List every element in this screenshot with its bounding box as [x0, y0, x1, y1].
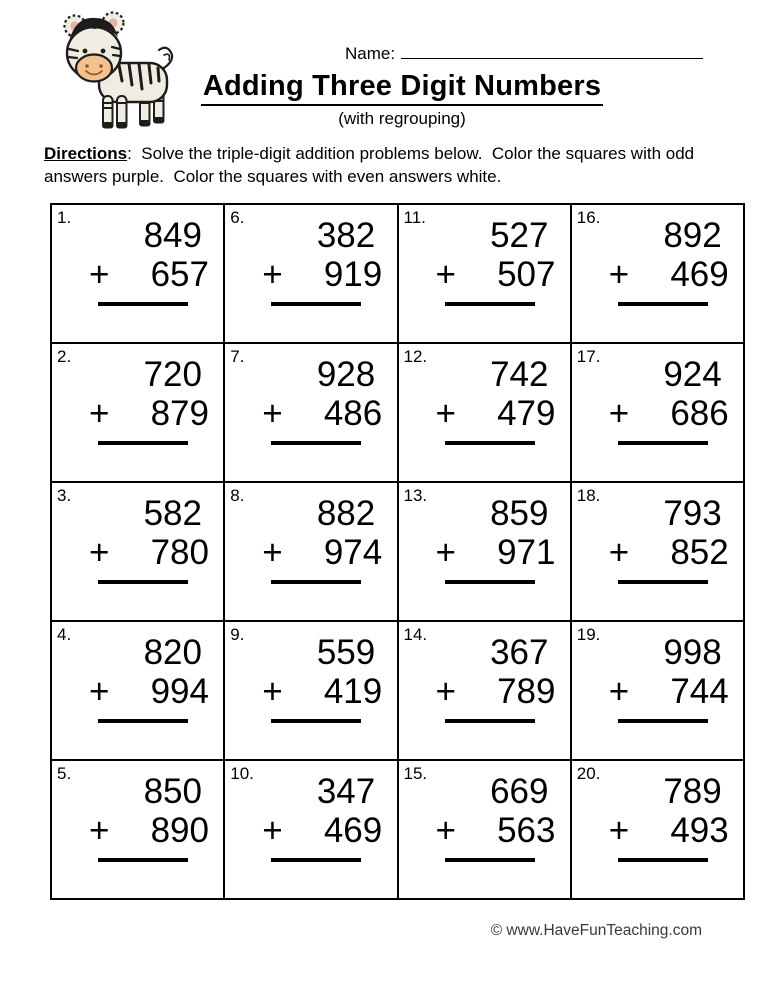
plus-icon: + — [608, 811, 630, 851]
problem-cell-5 — [52, 761, 225, 900]
problem-number: 9. — [230, 625, 245, 644]
answer-line — [271, 302, 361, 306]
plus-icon: + — [435, 255, 456, 295]
addend-bottom: 419 — [323, 672, 383, 712]
plus-icon: + — [435, 672, 456, 712]
plus-icon: + — [435, 394, 456, 434]
problem-number: 20. — [576, 764, 601, 783]
addend-top: 924 — [663, 355, 722, 394]
addition-problem — [433, 216, 563, 306]
answer-line — [271, 580, 361, 584]
problem-number: 11. — [403, 208, 426, 227]
answer-line — [618, 441, 708, 445]
addend-top: 347 — [316, 772, 376, 811]
plus-icon: + — [435, 811, 456, 851]
addend-bottom: 852 — [670, 533, 729, 573]
problem-number: 10. — [230, 764, 254, 783]
addition-problem — [86, 494, 216, 584]
answer-line — [445, 580, 535, 584]
addition-problem — [433, 772, 563, 862]
name-blank-line — [401, 44, 703, 59]
addition-problem — [86, 772, 216, 862]
header — [0, 70, 772, 129]
problem-cell-14 — [399, 622, 572, 761]
problem-cell-19 — [572, 622, 745, 761]
addend-top: 789 — [663, 772, 722, 811]
addend-bottom: 657 — [150, 255, 209, 295]
page-subtitle: (with regrouping) — [338, 109, 466, 128]
addend-bottom: 994 — [150, 672, 209, 712]
problem-number: 12. — [403, 347, 428, 366]
problem-number: 19. — [576, 625, 601, 644]
problem-number: 15. — [403, 764, 428, 783]
addend-bottom: 493 — [670, 811, 729, 851]
addend-bottom: 469 — [670, 255, 729, 295]
plus-icon: + — [262, 533, 283, 573]
addition-problem — [606, 216, 736, 306]
problem-number: 6. — [230, 208, 245, 227]
problem-number: 4. — [57, 625, 72, 644]
plus-icon: + — [89, 811, 110, 851]
answer-line — [98, 441, 188, 445]
problems-grid — [50, 203, 745, 900]
problem-number: 2. — [57, 347, 72, 366]
addend-top: 669 — [490, 772, 549, 811]
answer-line — [618, 719, 708, 723]
problem-number: 16. — [576, 208, 601, 227]
problem-cell-12 — [399, 344, 572, 483]
problem-cell-13 — [399, 483, 572, 622]
answer-line — [98, 858, 188, 862]
addition-problem — [86, 633, 216, 723]
addition-problem — [433, 355, 563, 445]
addend-bottom: 507 — [497, 255, 556, 295]
addition-problem — [433, 494, 563, 584]
addition-problem — [606, 772, 736, 862]
problem-number: 14. — [403, 625, 428, 644]
addition-problem — [86, 216, 216, 306]
addend-bottom: 563 — [497, 811, 556, 851]
problem-cell-16 — [572, 205, 745, 344]
problem-cell-20 — [572, 761, 745, 900]
answer-line — [271, 858, 361, 862]
problem-number: 8. — [230, 486, 245, 505]
answer-line — [445, 858, 535, 862]
problem-number: 17. — [576, 347, 601, 366]
addend-top: 928 — [316, 355, 376, 394]
plus-icon: + — [608, 394, 630, 434]
plus-icon: + — [89, 255, 110, 295]
addend-bottom: 686 — [670, 394, 729, 434]
addend-top: 849 — [143, 216, 202, 255]
addend-top: 882 — [316, 494, 376, 533]
answer-line — [98, 719, 188, 723]
plus-icon: + — [262, 255, 283, 295]
problem-number: 18. — [576, 486, 601, 505]
answer-line — [271, 719, 361, 723]
addend-bottom: 919 — [323, 255, 383, 295]
addition-problem — [259, 494, 389, 584]
page-title: Adding Three Digit Numbers — [201, 70, 603, 106]
addend-bottom: 744 — [670, 672, 729, 712]
name-label: Name: — [345, 44, 396, 63]
addend-top: 859 — [490, 494, 549, 533]
addend-bottom: 479 — [497, 394, 556, 434]
directions-text: : Solve the triple-digit addition problems below. Color the squares with odd answers purple. Color the squares with even answers white. — [44, 144, 699, 186]
plus-icon: + — [262, 811, 283, 851]
addition-problem — [606, 633, 736, 723]
addend-top: 742 — [490, 355, 549, 394]
answer-line — [445, 719, 535, 723]
plus-icon: + — [608, 255, 630, 295]
addend-top: 998 — [663, 633, 722, 672]
plus-icon: + — [435, 533, 456, 573]
addend-bottom: 469 — [323, 811, 383, 851]
problem-cell-11 — [399, 205, 572, 344]
answer-line — [271, 441, 361, 445]
answer-line — [445, 441, 535, 445]
problem-cell-18 — [572, 483, 745, 622]
addition-problem — [433, 633, 563, 723]
addend-top: 793 — [663, 494, 722, 533]
plus-icon: + — [262, 672, 283, 712]
addend-top: 820 — [143, 633, 202, 672]
plus-icon: + — [89, 672, 110, 712]
plus-icon: + — [608, 533, 630, 573]
addend-bottom: 974 — [323, 533, 383, 573]
directions-label: Directions — [44, 144, 128, 163]
addend-bottom: 890 — [150, 811, 209, 851]
answer-line — [98, 302, 188, 306]
problem-cell-17 — [572, 344, 745, 483]
plus-icon: + — [608, 672, 630, 712]
plus-icon: + — [262, 394, 283, 434]
addend-bottom: 789 — [497, 672, 556, 712]
problem-cell-6 — [225, 205, 398, 344]
addition-problem — [606, 494, 736, 584]
addend-top: 582 — [143, 494, 202, 533]
problem-number: 7. — [230, 347, 245, 366]
addition-problem — [86, 355, 216, 445]
addend-top: 720 — [143, 355, 202, 394]
problem-cell-8 — [225, 483, 398, 622]
answer-line — [618, 302, 708, 306]
addend-bottom: 486 — [323, 394, 383, 434]
problem-cell-1 — [52, 205, 225, 344]
problem-cell-9 — [225, 622, 398, 761]
problem-cell-10 — [225, 761, 398, 900]
answer-line — [445, 302, 535, 306]
addend-top: 367 — [490, 633, 549, 672]
copyright-text: © www.HaveFunTeaching.com — [490, 922, 702, 939]
problem-number: 3. — [57, 486, 72, 505]
problem-cell-15 — [399, 761, 572, 900]
problem-cell-3 — [52, 483, 225, 622]
addend-top: 382 — [316, 216, 376, 255]
addend-top: 559 — [316, 633, 376, 672]
addend-top: 527 — [490, 216, 549, 255]
problem-cell-2 — [52, 344, 225, 483]
addition-problem — [259, 216, 389, 306]
directions — [44, 143, 744, 189]
problem-cell-4 — [52, 622, 225, 761]
addend-bottom: 780 — [150, 533, 209, 573]
answer-line — [98, 580, 188, 584]
addition-problem — [259, 633, 389, 723]
plus-icon: + — [89, 533, 110, 573]
addend-top: 850 — [143, 772, 202, 811]
addend-bottom: 879 — [150, 394, 209, 434]
problem-number: 5. — [57, 764, 72, 783]
problem-number: 13. — [403, 486, 428, 505]
addition-problem — [259, 772, 389, 862]
answer-line — [618, 858, 708, 862]
addend-top: 892 — [663, 216, 722, 255]
problem-number: 1. — [57, 208, 72, 227]
addend-bottom: 971 — [497, 533, 556, 573]
problem-cell-7 — [225, 344, 398, 483]
name-row — [345, 44, 703, 64]
addition-problem — [259, 355, 389, 445]
answer-line — [618, 580, 708, 584]
plus-icon: + — [89, 394, 110, 434]
addition-problem — [606, 355, 736, 445]
